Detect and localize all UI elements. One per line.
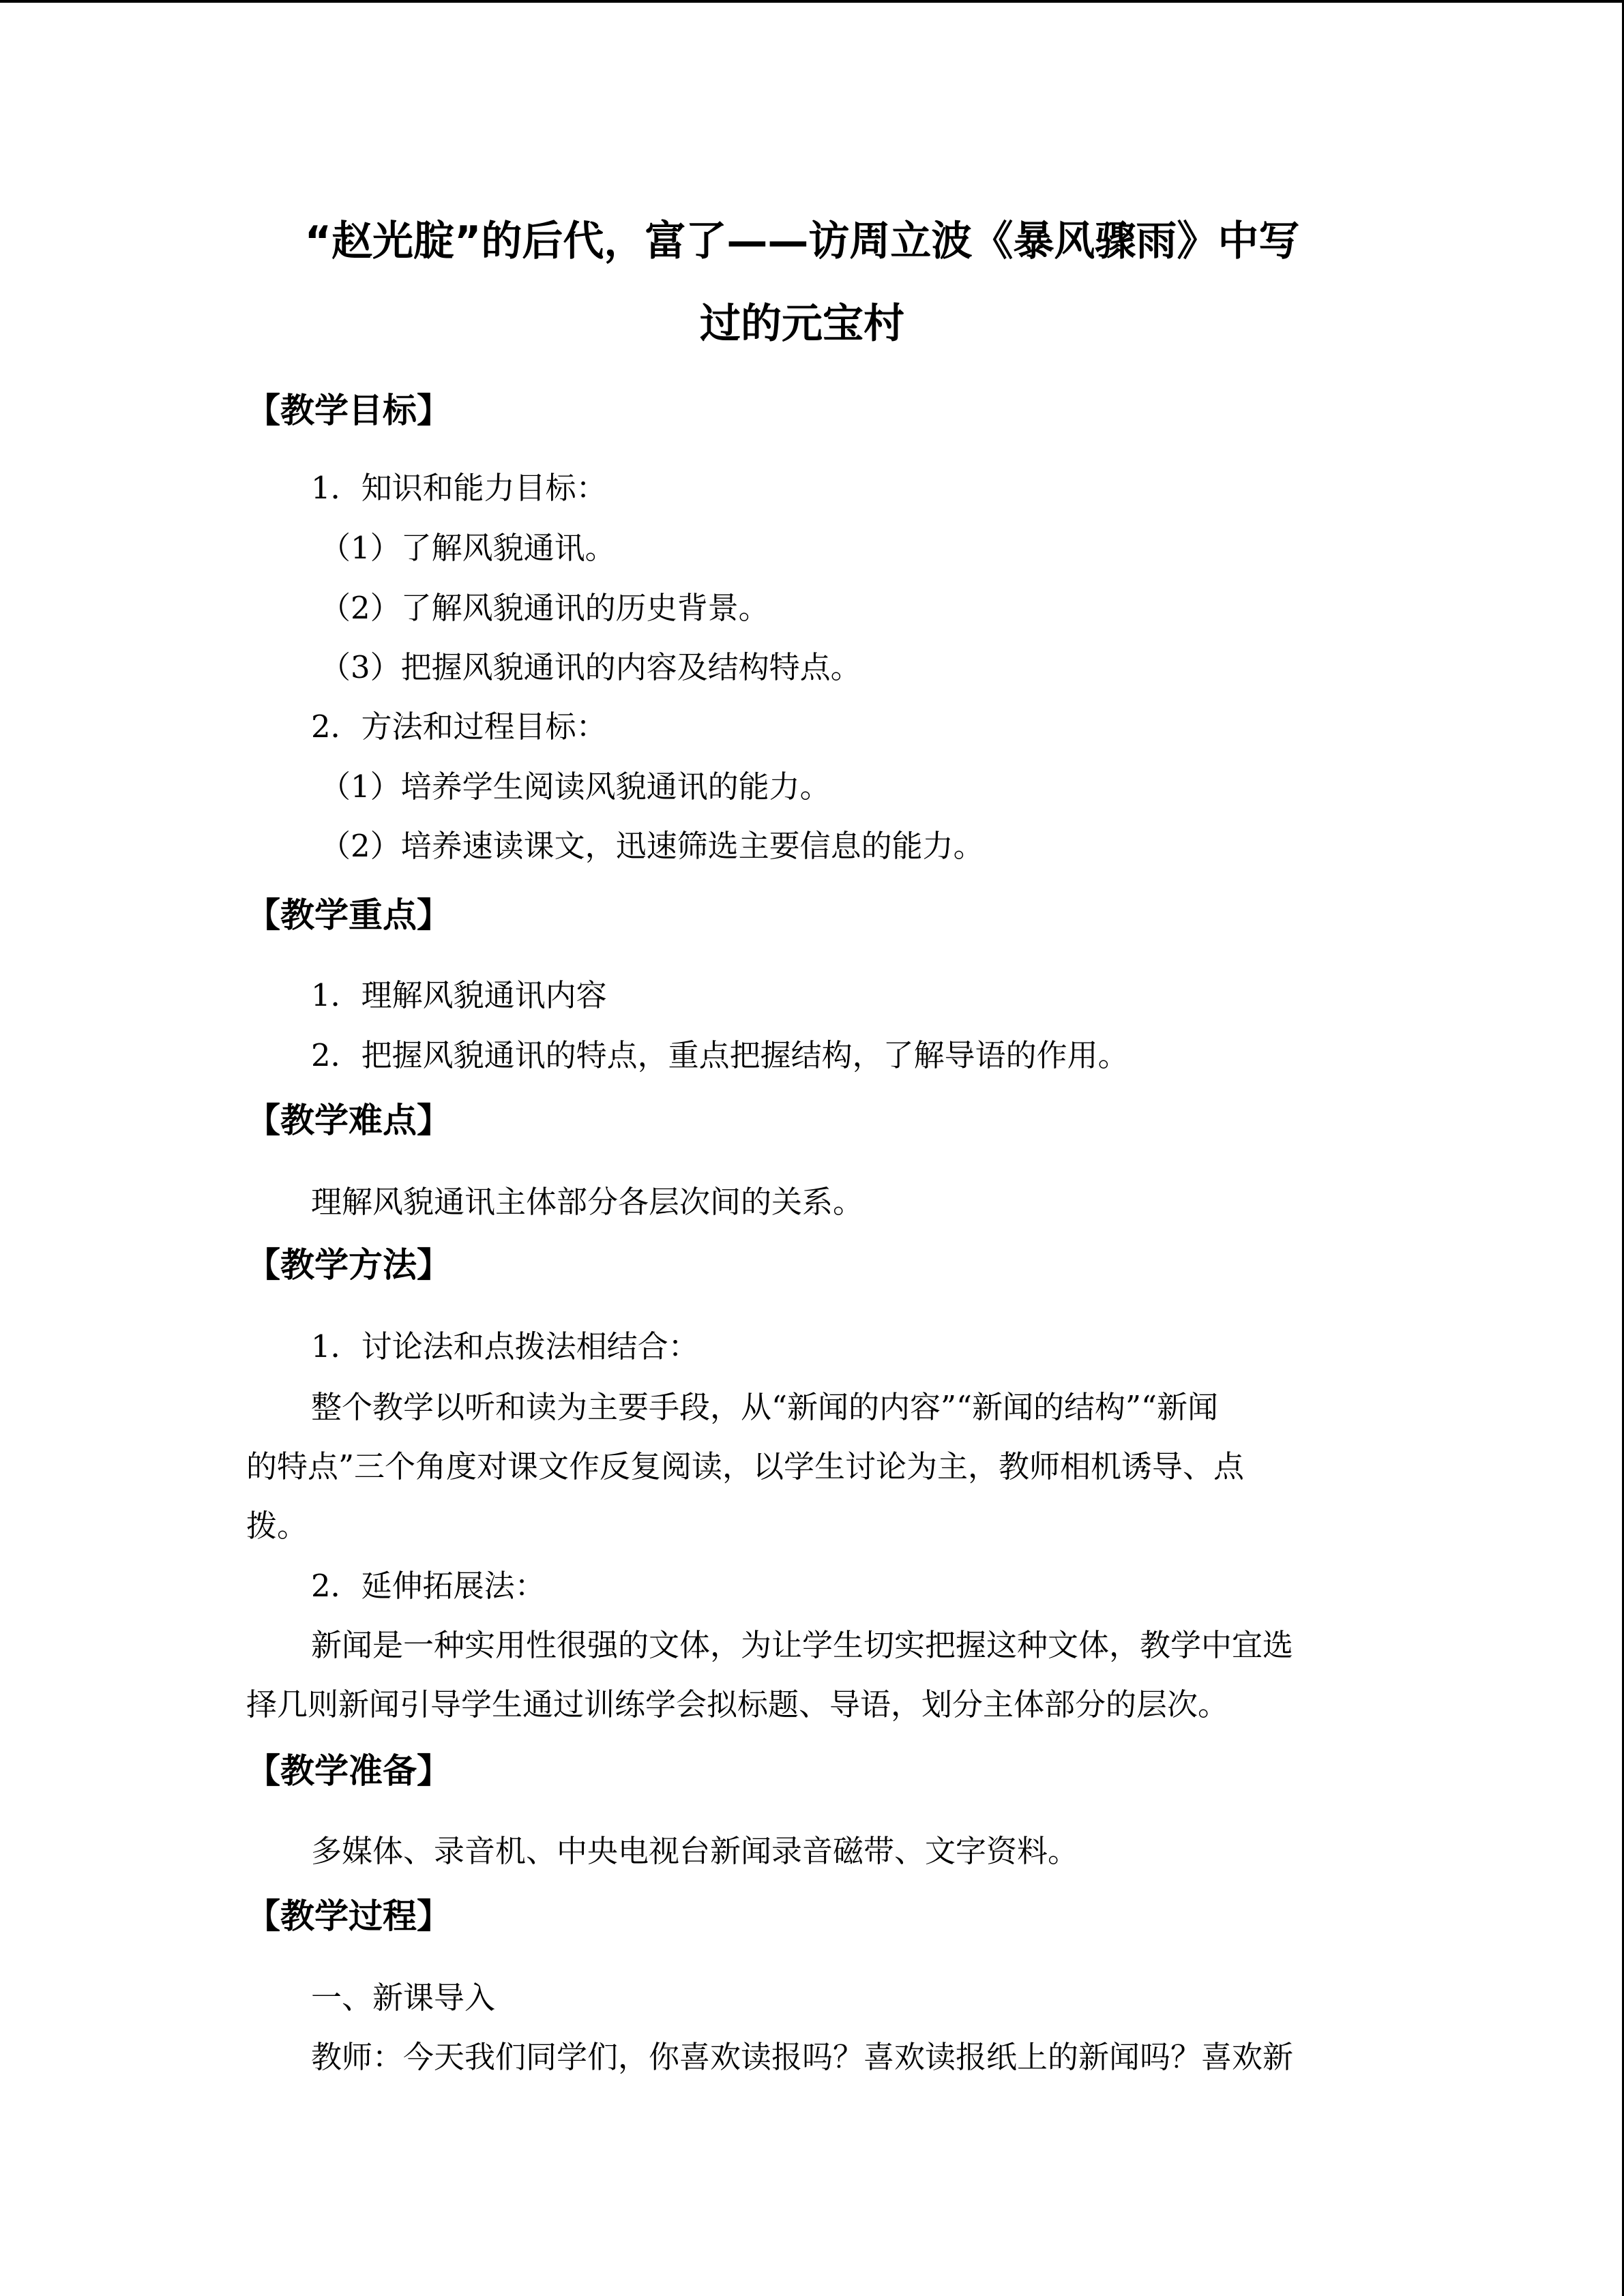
section-heading-difficulties: 【教学难点】	[246, 1101, 451, 1140]
method-line: 择几则新闻引导学生通过训练学会拟标题、导语，划分主体部分的层次。	[246, 1686, 1229, 1723]
method-line: 整个教学以听和读为主要手段，从“新闻的内容”“新闻的结构”“新闻	[311, 1389, 1219, 1425]
section-heading-process: 【教学过程】	[246, 1896, 451, 1936]
method-line: 的特点”三个角度对课文作反复阅读，以学生讨论为主，教师相机诱导、点	[246, 1448, 1245, 1485]
process-line: 教师：今天我们同学们，你喜欢读报吗？喜欢读报纸上的新闻吗？喜欢新	[311, 2039, 1294, 2075]
document-title-line-2: 过的元宝村	[700, 300, 904, 348]
goal-line: 1．知识和能力目标：	[311, 470, 607, 506]
section-heading-preparation: 【教学准备】	[246, 1751, 451, 1791]
process-line: 一、新课导入	[311, 1980, 496, 2016]
difficulty-line: 理解风貌通讯主体部分各层次间的关系。	[311, 1184, 864, 1220]
goal-line: 2．方法和过程目标：	[311, 709, 607, 745]
section-heading-goals: 【教学目标】	[246, 391, 451, 430]
goal-line: （3）把握风貌通讯的内容及结构特点。	[320, 649, 861, 685]
key-point-line: 1．理解风貌通讯内容	[311, 977, 607, 1013]
key-point-line: 2．把握风貌通讯的特点，重点把握结构，了解导语的作用。	[311, 1037, 1129, 1073]
preparation-line: 多媒体、录音机、中央电视台新闻录音磁带、文字资料。	[311, 1833, 1079, 1869]
method-line: 拨。	[246, 1508, 308, 1544]
goal-line: （1）了解风貌通讯。	[320, 530, 616, 566]
document-title-line-1: “赵光腚”的后代，富了——访周立波《暴风骤雨》中写	[304, 218, 1300, 265]
goal-line: （2）培养速读课文，迅速筛选主要信息的能力。	[320, 828, 984, 864]
goal-line: （1）培养学生阅读风貌通讯的能力。	[320, 769, 831, 805]
goal-line: （2）了解风貌通讯的历史背景。	[320, 590, 769, 626]
section-heading-methods: 【教学方法】	[246, 1245, 451, 1285]
method-line: 1．讨论法和点拨法相结合：	[311, 1328, 699, 1365]
method-line: 新闻是一种实用性很强的文体，为让学生切实把握这种文体，教学中宜选	[311, 1627, 1294, 1663]
method-line: 2．延伸拓展法：	[311, 1568, 546, 1604]
section-heading-key-points: 【教学重点】	[246, 895, 451, 935]
